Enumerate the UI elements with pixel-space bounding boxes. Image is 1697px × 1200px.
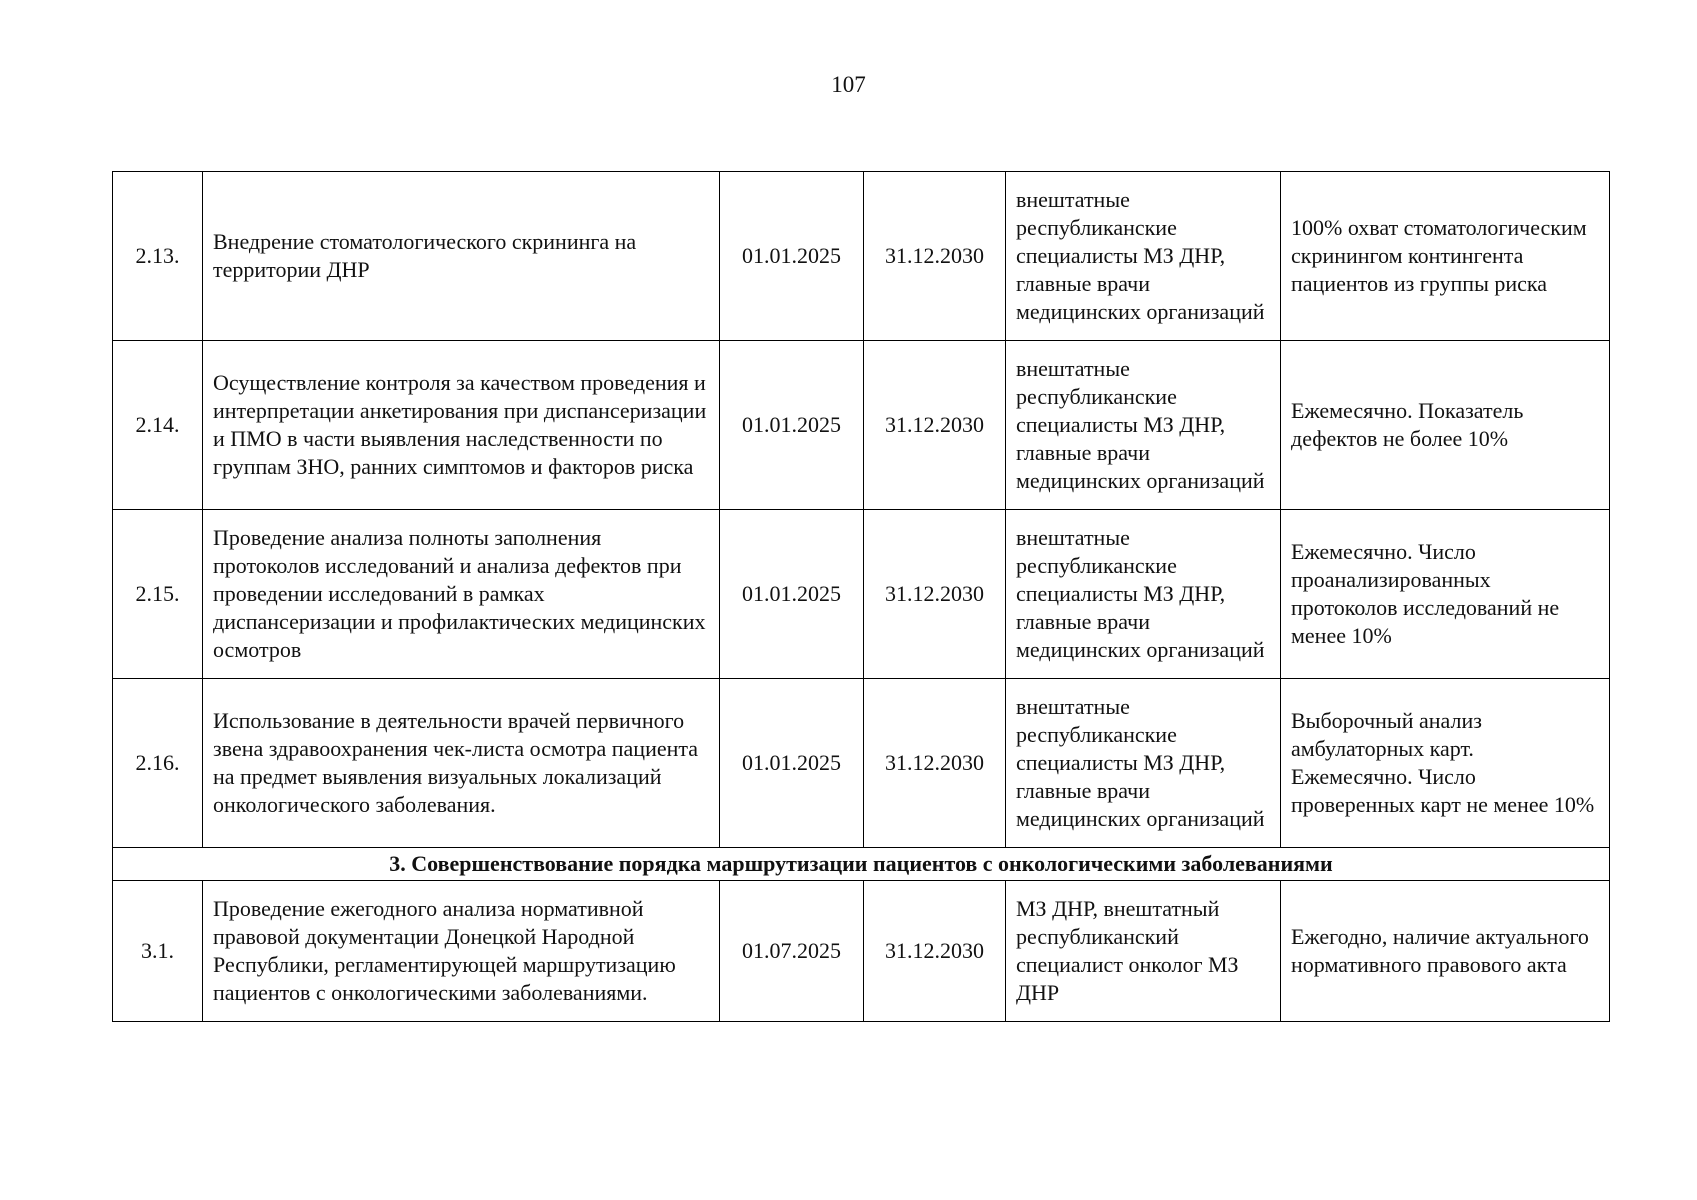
result-cell: Ежемесячно. Показатель дефектов не более 10%: [1281, 341, 1610, 510]
table-row: [113, 172, 1610, 341]
section-heading-row: [113, 848, 1610, 881]
table-row: [113, 510, 1610, 679]
end-date-cell: 31.12.2030: [864, 679, 1006, 848]
result-cell: Ежегодно, наличие актуального нормативного правового акта: [1281, 881, 1610, 1022]
result-cell: Выборочный анализ амбулаторных карт. Ежемесячно. Число проверенных карт не менее 10%: [1281, 679, 1610, 848]
action-cell: Проведение ежегодного анализа нормативной правовой документации Донецкой Народной Республики, регламентирующей маршрутизацию пациентов с онкологическими заболеваниями.: [203, 881, 720, 1022]
start-date-cell: 01.01.2025: [720, 172, 864, 341]
result-cell: Ежемесячно. Число проанализированных протоколов исследований не менее 10%: [1281, 510, 1610, 679]
action-cell: Проведение анализа полноты заполнения протоколов исследований и анализа дефектов при проведении исследований в рамках диспансеризации и профилактических медицинских осмотров: [203, 510, 720, 679]
result-cell: 100% охват стоматологическим скринингом контингента пациентов из группы риска: [1281, 172, 1610, 341]
end-date-cell: 31.12.2030: [864, 510, 1006, 679]
action-cell: Внедрение стоматологического скрининга на территории ДНР: [203, 172, 720, 341]
table-row: [113, 341, 1610, 510]
row-number: 2.16.: [113, 679, 203, 848]
end-date-cell: 31.12.2030: [864, 881, 1006, 1022]
table-row: [113, 881, 1610, 1022]
action-cell: Осуществление контроля за качеством проведения и интерпретации анкетирования при диспансеризации и ПМО в части выявления наследственности по группам ЗНО, ранних симптомов и факторов риска: [203, 341, 720, 510]
responsible-cell: внештатные республиканские специалисты МЗ ДНР, главные врачи медицинских организаций: [1006, 172, 1281, 341]
start-date-cell: 01.01.2025: [720, 679, 864, 848]
section-heading: 3. Совершенствование порядка маршрутизации пациентов с онкологическими заболеваниями: [113, 848, 1610, 881]
row-number: 2.13.: [113, 172, 203, 341]
responsible-cell: внештатные республиканские специалисты МЗ ДНР, главные врачи медицинских организаций: [1006, 341, 1281, 510]
start-date-cell: 01.01.2025: [720, 341, 864, 510]
action-cell: Использование в деятельности врачей первичного звена здравоохранения чек-листа осмотра пациента на предмет выявления визуальных локализаций онкологического заболевания.: [203, 679, 720, 848]
responsible-cell: внештатные республиканские специалисты МЗ ДНР, главные врачи медицинских организаций: [1006, 679, 1281, 848]
row-number: 2.14.: [113, 341, 203, 510]
page-number: 107: [831, 72, 866, 97]
start-date-cell: 01.01.2025: [720, 510, 864, 679]
end-date-cell: 31.12.2030: [864, 341, 1006, 510]
row-number: 2.15.: [113, 510, 203, 679]
activities-table: [112, 171, 1610, 1022]
responsible-cell: внештатные республиканские специалисты МЗ ДНР, главные врачи медицинских организаций: [1006, 510, 1281, 679]
end-date-cell: 31.12.2030: [864, 172, 1006, 341]
row-number: 3.1.: [113, 881, 203, 1022]
table-row: [113, 679, 1610, 848]
start-date-cell: 01.07.2025: [720, 881, 864, 1022]
responsible-cell: МЗ ДНР, внештатный республиканский специалист онколог МЗ ДНР: [1006, 881, 1281, 1022]
